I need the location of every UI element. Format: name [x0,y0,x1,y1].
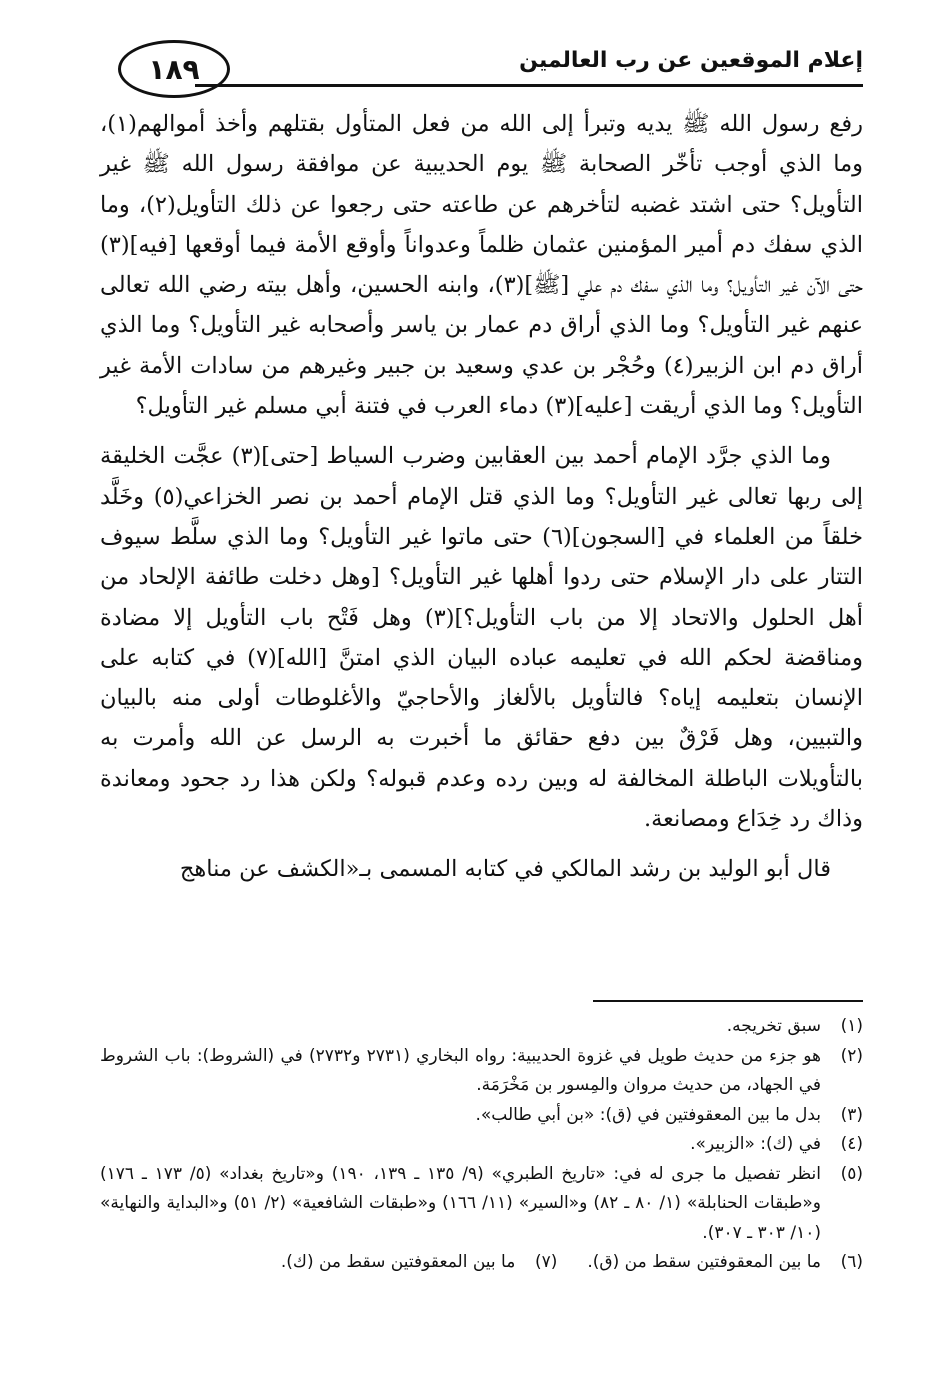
footnotes [100,1012,863,1278]
footnote-number: (٥) [840,1163,863,1184]
page-header [100,40,863,100]
footnote-text: سبق تخريجه. [726,1016,821,1036]
footnote-number: (٣) [840,1104,863,1125]
footnote [100,1012,863,1042]
footnote-text: انظر تفصيل ما جرى له في: «تاريخ الطبري» (٩/ ١٣٥ ـ ١٣٩، ١٩٠) و«تاريخ بغداد» (٥/ ١٧٣ ـ ١٧٦) و«طبقات الحنابلة» (١/ ٨٠ ـ ٨٢) و«السير» (١١/ ١٦٦) و«طبقات الشافعية» (٢/ ٥١) و«البداية والنهاية» (١٠/ ٣٠٣ ـ ٣٠٧). [100,1163,822,1243]
running-title: إعلام الموقعين عن رب العالمين [519,48,863,73]
footnote-number: (١) [840,1016,863,1036]
footnote-text: ما بين المعقوفتين سقط من (ك). [280,1252,516,1272]
footnote-number: (٧) [534,1252,558,1272]
footnote [100,1042,863,1101]
footnote [587,1248,863,1278]
footnote-row [100,1248,863,1278]
paragraph: قال أبو الوليد بن رشد المالكي في كتابه المسمى بـ«الكشف عن مناهج [179,856,831,883]
footnote [100,1101,863,1131]
paragraph: رفع رسول الله ﷺ يديه وتبرأ إلى الله من فعل المتأول بقتلهم وأخذ أموالهم(١)، وما الذي أوجب تأخّر الصحابة ﷺ يوم الحديبية عن موافقة رسول الله ﷺ غير التأويل؟ حتى اشتد غضبه لتأخرهم عن طاعته حتى رجعوا عن ذلك التأويل(٢)، وما الذي سفك دم أمير المؤمنين عثمان ظلماً وعدواناً وأوقع الأمة فيما أوقعها [فيه](٣) حتى الآن غير التأويل؟ وما الذي سفك دم علي [ﷺ](٣)، وابنه الحسين، وأهل بيته رضي الله تعالى عنهم غير التأويل؟ وما الذي أراق دم عمار بن ياسر وأصحابه غير التأويل؟ وما الذي أراق دم ابن الزبير(٤) وحُجْر بن عدي وسعيد بن جبير وغيرهم من سادات الأمة غير التأويل؟ وما الذي أريقت [عليه](٣) دماء العرب في فتنة أبي مسلم غير التأويل؟ [100,111,864,420]
footnote [281,1248,557,1278]
footnote-text: بدل ما بين المعقوفتين في (ق): «بن أبي طالب». [475,1104,821,1125]
footnote [100,1160,863,1249]
footnote-number: (٦) [840,1252,863,1272]
header-rule [195,84,863,87]
footnote [100,1130,863,1160]
footnote-text: ما بين المعقوفتين سقط من (ق). [587,1252,821,1272]
main-text [100,104,863,890]
footnote-text: هو جزء من حديث طويل في غزوة الحديبية: رواه البخاري (٢٧٣١ و٢٧٣٢) في (الشروط): باب الشروط في الجهاد، من حديث مروان والمِسور بن مَخْرَمَة. [100,1045,821,1095]
footnote-text: في (ك): «الزبير». [690,1134,821,1154]
footnote-number: (٢) [840,1045,863,1066]
footnote-separator [593,1000,863,1002]
paragraph: وما الذي جرَّد الإمام أحمد بين العقابين وضرب السياط [حتى](٣) عجَّت الخليقة إلى ربها تعالى غير التأويل؟ وما الذي قتل الإمام أحمد بن نصر الخزاعي(٥) وخَلَّد خلقاً من العلماء في [السجون](٦) حتى ماتوا غير التأويل؟ وما الذي سلَّط سيوف التتار على دار الإسلام حتى ردوا أهلها غير التأويل؟ [وهل دخلت طائفة الإلحاد من أهل الحلول والاتحاد إلا من باب التأويل؟](٣) وهل فَتْح باب التأويل إلا مضادة ومناقضة لحكم الله في تعليمه عباده البيان الذي امتنَّ [الله](٧) في كتابه على الإنسان بتعليمه إياه؟ فالتأويل بالألغاز والأحاجيّ والأغلوطات أولى منه بالبيان والتبيين، وهل فَرْقٌ بين دفع حقائق ما أخبرت به الرسل عن الله وأمرت به بالتأويلات الباطلة المخالفة له وبين رده وعدم قبوله؟ ولكن هذا رد جحود ومعاندة وذاك رد خِدَاع ومصانعة. [100,443,863,833]
page-number: ١٨٩ [118,40,230,98]
footnote-number: (٤) [840,1134,863,1154]
